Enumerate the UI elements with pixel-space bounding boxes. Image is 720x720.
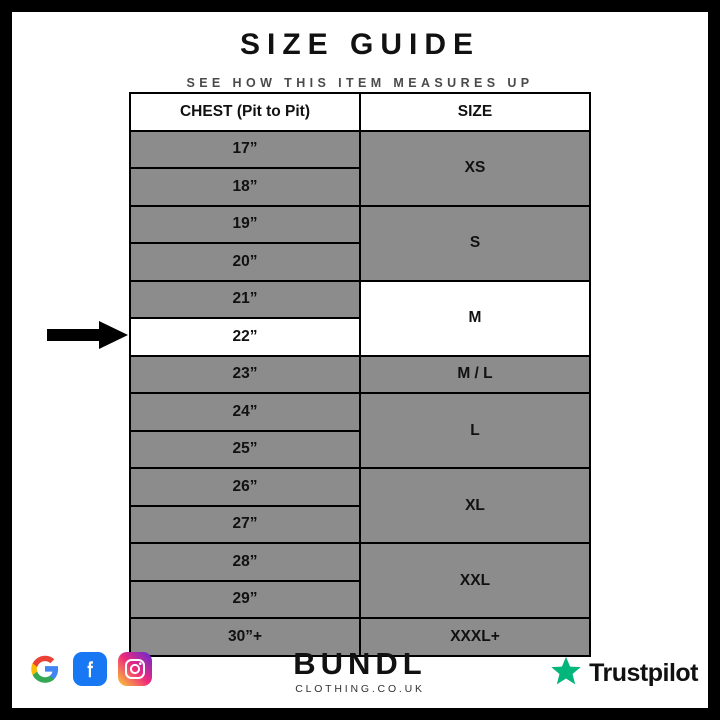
column-header-size: SIZE <box>360 93 590 131</box>
chest-cell: 21” <box>130 281 360 319</box>
chest-cell: 25” <box>130 431 360 469</box>
chest-cell: 27” <box>130 506 360 544</box>
pointer-arrow-icon <box>47 320 129 350</box>
chest-cell: 30”+ <box>130 618 360 656</box>
chest-cell: 28” <box>130 543 360 581</box>
trustpilot-label: Trustpilot <box>589 659 698 687</box>
chest-cell: 29” <box>130 581 360 619</box>
table-row <box>130 468 590 506</box>
table-row <box>130 131 590 169</box>
brand-name: BUNDL <box>293 646 427 681</box>
brand-website: CLOTHING.CO.UK <box>295 683 425 695</box>
chest-cell: 24” <box>130 393 360 431</box>
size-cell: S <box>360 206 590 281</box>
size-guide-card <box>12 12 708 708</box>
chest-cell: 23” <box>130 356 360 394</box>
footer <box>12 648 708 708</box>
size-table-wrapper <box>129 92 591 657</box>
page-subtitle: SEE HOW THIS ITEM MEASURES UP <box>186 76 534 90</box>
size-cell-selected: M <box>360 281 590 356</box>
table-header-row <box>130 93 590 131</box>
trustpilot-badge[interactable] <box>549 654 698 693</box>
size-cell: M / L <box>360 356 590 394</box>
chest-cell: 17” <box>130 131 360 169</box>
table-row <box>130 281 590 319</box>
chest-cell: 26” <box>130 468 360 506</box>
size-cell: XS <box>360 131 590 206</box>
column-header-chest: CHEST (Pit to Pit) <box>130 93 360 131</box>
chest-cell: 18” <box>130 168 360 206</box>
table-row <box>130 356 590 394</box>
size-cell: XXL <box>360 543 590 618</box>
table-row <box>130 543 590 581</box>
chest-cell: 19” <box>130 206 360 244</box>
table-row <box>130 206 590 244</box>
size-table <box>129 92 591 657</box>
size-cell: L <box>360 393 590 468</box>
size-cell: XXXL+ <box>360 618 590 656</box>
chest-cell: 20” <box>130 243 360 281</box>
page-title: SIZE GUIDE <box>239 28 481 61</box>
size-cell: XL <box>360 468 590 543</box>
trustpilot-star-icon <box>549 654 583 693</box>
chest-cell-highlighted: 22” <box>130 318 360 356</box>
table-row <box>130 393 590 431</box>
